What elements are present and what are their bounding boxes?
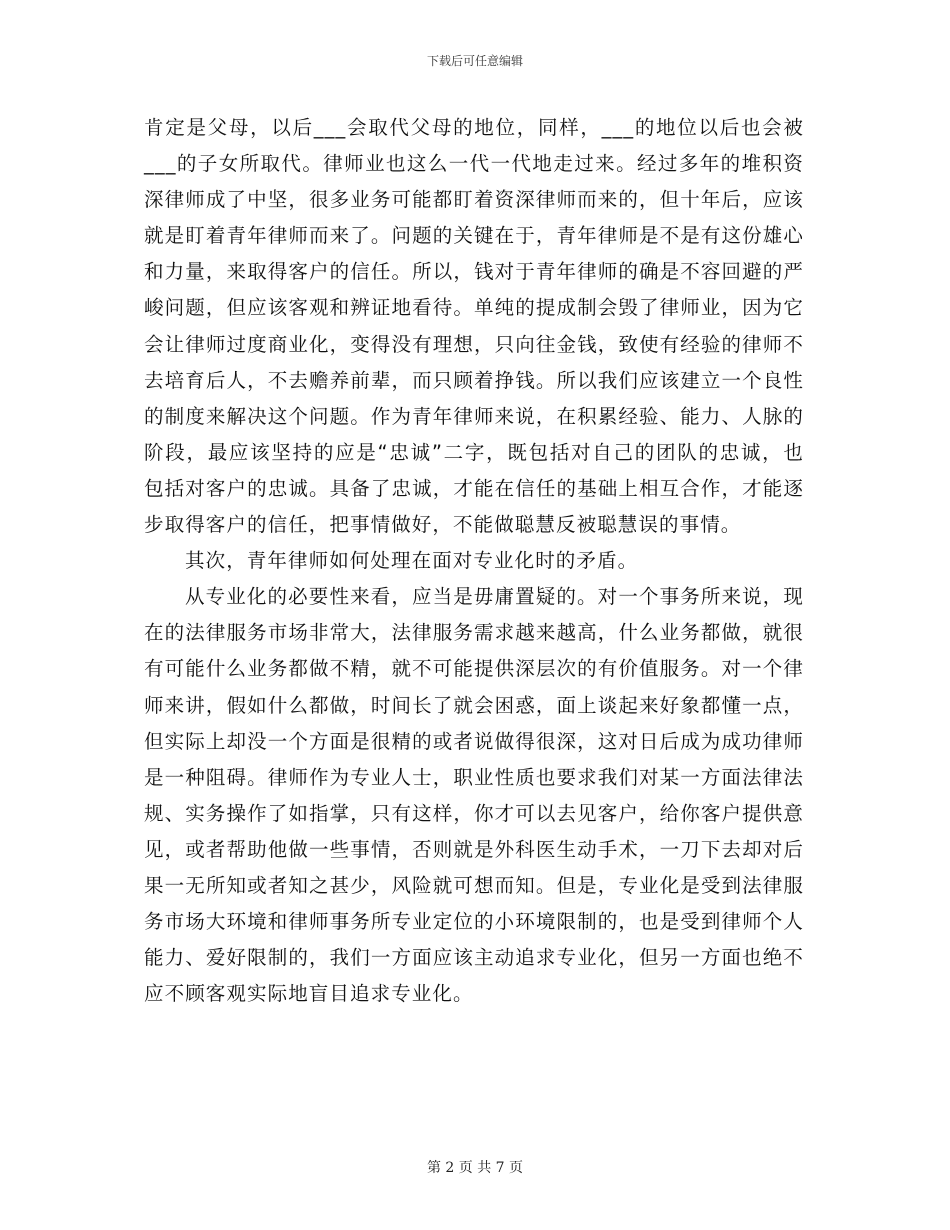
document-body: [144, 110, 804, 1012]
page-number-footer: 第 2 页 共 7 页: [426, 1160, 524, 1176]
page-header: 下载后可任意编辑: [426, 54, 523, 68]
paragraph-continued: 肯定是父母，以后___会取代父母的地位，同样，___的地位以后也会被___的子女所取代。律师业也这么一代一代地走过来。经过多年的堆积资深律师成了中坚，很多业务可能都盯着资深律师而来的，但十年后，应该就是盯着青年律师而来了。问题的关键在于，青年律师是不是有这份雄心和力量，来取得客户的信任。所以，钱对于青年律师的确是不容回避的严峻问题，但应该客观和辨证地看待。单纯的提成制会毁了律师业，因为它会让律师过度商业化，变得没有理想，只向往金钱，致使有经验的律师不去培育后人，不去赡养前辈，而只顾着挣钱。所以我们应该建立一个良性的制度来解决这个问题。作为青年律师来说，在积累经验、能力、人脉的阶段，最应该坚持的应是“忠诚”二字，既包括对自己的团队的忠诚，也包括对客户的忠诚。具备了忠诚，才能在信任的基础上相互合作，才能逐步取得客户的信任，把事情做好，不能做聪慧反被聪慧误的事情。: [144, 116, 804, 537]
paragraph-specialization: 从专业化的必要性来看，应当是毋庸置疑的。对一个事务所来说，现在的法律服务市场非常大，法律服务需求越来越高，什么业务都做，就很有可能什么业务都做不精，就不可能提供深层次的有价值服务。对一个律师来讲，假如什么都做，时间长了就会困惑，面上谈起来好象都懂一点，但实际上却没一个方面是很精的或者说做得很深，这对日后成为成功律师是一种阻碍。律师作为专业人士，职业性质也要求我们对某一方面法律法规、实务操作了如指掌，只有这样，你才可以去见客户，给你客户提供意见，或者帮助他做一些事情，否则就是外科医生动手术，一刀下去却对后果一无所知或者知之甚少，风险就可想而知。但是，专业化是受到法律服务市场大环境和律师事务所专业定位的小环境限制的，也是受到律师个人能力、爱好限制的，我们一方面应该主动追求专业化，但另一方面也绝不应不顾客观实际地盲目追求专业化。: [144, 585, 804, 1006]
paragraph-heading-second-point: 其次，青年律师如何处理在面对专业化时的矛盾。: [185, 549, 639, 573]
